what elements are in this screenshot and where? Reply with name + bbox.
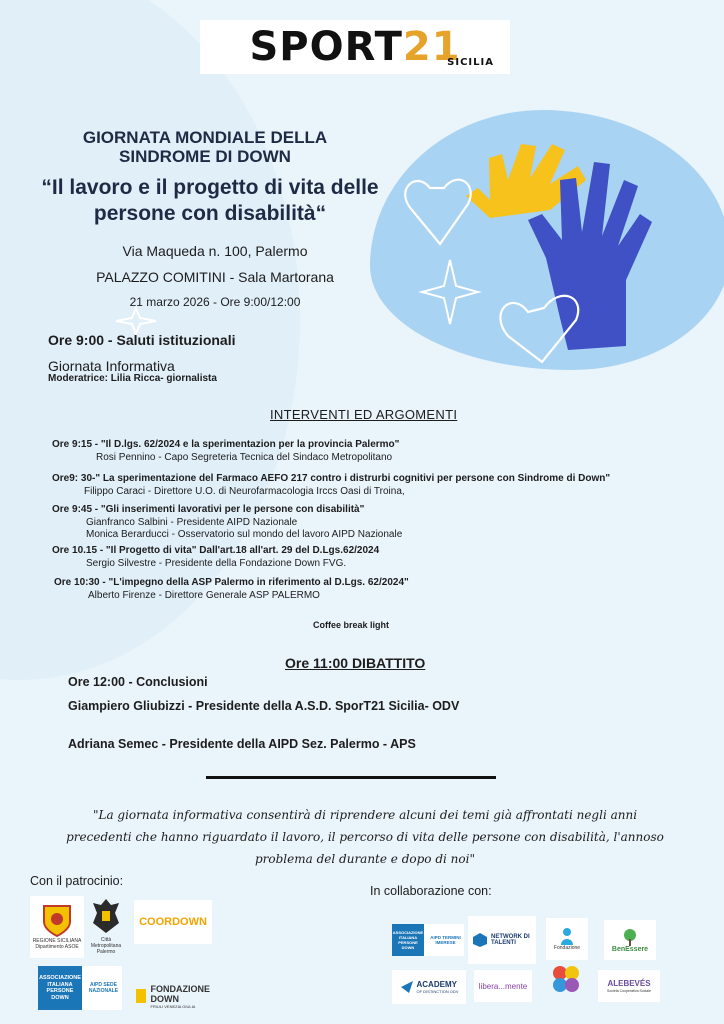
coordown-logo: COORDOWN (134, 900, 212, 944)
heart-outline-icon (405, 180, 470, 244)
regione-siciliana-logo: REGIONE SICILIANA Dipartimento ASOE (30, 896, 84, 958)
colorful-figure-icon (548, 963, 584, 999)
closing-quote: "La giornata informativa consentirà di riprendere alcuni dei temi già affrontati negli anni precedenti che hanno riguardato il lavoro, il percorso di vita delle persone con disabilità, l'annoso problema del durante e dopo di noi" (66, 808, 664, 866)
academy-mark-icon (400, 980, 414, 994)
sport21-logo: SPORT21 SICILIA (200, 20, 510, 74)
moderatrice: Moderatrice: Lilia Ricca- giornalista (48, 373, 217, 384)
fondazione-small-logo: Fondazione (546, 918, 588, 960)
talk-item: Ore 9:45 - "Gli inserimenti lavorativi per le persone con disabilità" Gianfranco Salbini - Presidente AIPD Nazionale Monica Berarducci - Osservatorio sul mondo del lavoro AIPD Nazionale (52, 504, 403, 540)
figure-icon (559, 927, 575, 945)
saluti-istituzionali: Ore 9:00 - Saluti istituzionali (48, 332, 236, 348)
coffee-break: Coffee break light (313, 620, 390, 630)
benessere-logo: BenEssere (604, 920, 656, 960)
dibattito: Ore 11:00 DIBATTITO (285, 655, 426, 671)
closing-speaker: Adriana Semec - Presidente della AIPD Sez. Palermo - APS (68, 737, 416, 751)
citta-metropolitana-logo: Città Metropolitana Palermo (86, 894, 126, 958)
talk-item: Ore9: 30-" La sperimentazione del Farmaco AEFO 217 contro i distrurbi cognitivi per persone con Sindrome di Down" Filippo Caraci - Direttore U.O. di Neurofarmacologia Irccs Oasi di Troina, (52, 473, 611, 497)
divider (206, 776, 496, 779)
talk-item: Ore 9:15 - "Il D.lgs. 62/2024 e la sperimentazion per la provincia Palermo" Rosi Pennino - Capo Segreteria Tecnica del Sindaco Metropolitano (52, 439, 400, 463)
alebeves-logo: ALEBEVÉS Società Cooperativa Sociale (598, 970, 660, 1002)
collaborazione-label: In collaborazione con: (370, 884, 492, 898)
event-venue: PALAZZO COMITINI - Sala Martorana (96, 269, 334, 285)
event-subtitle: “Il lavoro e il progetto di vita delle persone con disabilità“ (41, 176, 379, 225)
event-title: GIORNATA MONDIALE DELLA SINDROME DI DOWN (82, 128, 328, 166)
liberamente-logo: libera...mente (474, 970, 532, 1002)
regione-crest-icon (42, 904, 72, 938)
giornata-informativa: Giornata Informativa (48, 358, 175, 374)
sparkle-icon (422, 260, 478, 324)
eagle-crest-icon (91, 897, 121, 937)
academy-logo: ACADEMY OF DISTINCTION ODV (392, 970, 466, 1004)
talk-item: Ore 10.15 - "Il Progetto di vita" Dall'art.18 all'art. 29 del D.Lgs.62/2024 Sergio Silvestre - Presidente della Fondazione Down FVG. (52, 545, 380, 569)
hands-illustration (400, 140, 720, 380)
interventi-heading: INTERVENTI ED ARGOMENTI (270, 407, 458, 422)
patrocinio-label: Con il patrocinio: (30, 874, 124, 888)
network-talenti-logo: NETWORK DI TALENTI (468, 916, 536, 964)
closing-speaker: Giampiero Gliubizzi - Presidente della A.S.D. SporT21 Sicilia- ODV (68, 699, 460, 713)
event-date: 21 marzo 2026 - Ore 9:00/12:00 (129, 295, 301, 309)
talk-item: Ore 10:30 - "L'impegno della ASP Palermo in riferimento al D.Lgs. 62/2024" Alberto Firenze - Direttore Generale ASP PALERMO (54, 577, 409, 601)
event-address: Via Maqueda n. 100, Palermo (122, 243, 308, 259)
fondazione-down-logo: FONDAZIONE DOWN FRIULI VENEZIA GIULIA (136, 984, 218, 1008)
aipd-nazionale-logo: ASSOCIAZIONE ITALIANA PERSONE DOWN AIPD SEDE NAZIONALE (38, 966, 122, 1010)
conclusioni: Ore 12:00 - Conclusioni (68, 675, 208, 689)
colorful-figure-logo (546, 962, 586, 1000)
tree-icon (621, 928, 639, 946)
cube-icon (472, 932, 488, 948)
aipd-termini-logo: ASSOCIAZIONE ITALIANA PERSONE DOWN AIPD TERMINI IMERESE (392, 924, 464, 956)
